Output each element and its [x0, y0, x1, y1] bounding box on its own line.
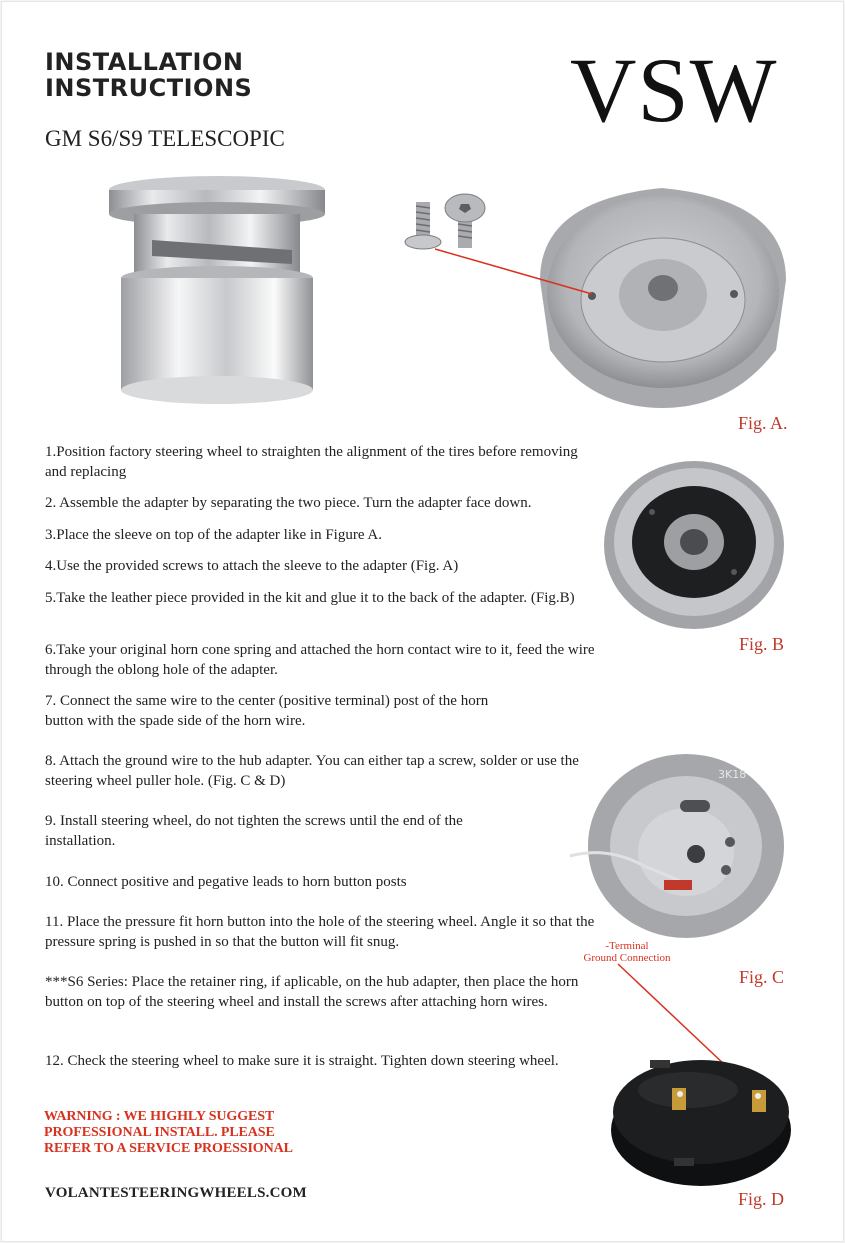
step-1: 1.Position factory steering wheel to straighten the alignment of the tires before removing and replacing: [45, 444, 578, 480]
ground-connection-line2: Ground Connection: [583, 952, 671, 964]
fig-d-label: Fig. D: [738, 1189, 785, 1209]
step-9-line2: installation.: [45, 833, 116, 849]
warning-line1: WARNING : WE HIGHLY SUGGEST: [44, 1109, 275, 1124]
step-8: 8. Attach the ground wire to the hub adapter. You can either tap a screw, solder or use the steering wheel puller hole. (Fig. C & D): [45, 753, 579, 789]
step-6: 6.Take your original horn cone spring and attached the horn contact wire to it, feed the wire through the oblong hole of the adapter.: [45, 642, 595, 678]
step-7-line2: button with the spade side of the horn wire.: [45, 713, 306, 729]
step-9-line1: 9. Install steering wheel, do not tighten the screws until the end of the: [45, 813, 463, 829]
step-12: 12. Check the steering wheel to make sure it is straight. Tighten down steering wheel.: [45, 1053, 559, 1069]
step-10: 10. Connect positive and pegative leads to horn button posts: [45, 874, 407, 890]
instruction-sheet: [1, 1, 844, 1242]
header-title-line1: INSTALLATION: [45, 48, 244, 76]
fig-c-photo: [568, 754, 798, 946]
brand-logo: VSW: [570, 39, 778, 141]
warning-line2: PROFESSIONAL INSTALL. PLEASE: [44, 1125, 275, 1140]
fig-c-stamp: 3K18: [718, 768, 747, 781]
website-url: VOLANTESTEERINGWHEELS.COM: [45, 1185, 307, 1201]
fig-b-photo: [602, 460, 786, 630]
step-3: 3.Place the sleeve on top of the adapter like in Figure A.: [45, 527, 382, 543]
header-title-line2: INSTRUCTIONS: [45, 74, 253, 102]
fig-c-label: Fig. C: [739, 967, 785, 987]
fig-d-photo: [608, 1050, 794, 1188]
step-7-line1: 7. Connect the same wire to the center (positive terminal) post of the horn: [45, 693, 489, 709]
warning-line3: REFER TO A SERVICE PROESSIONAL: [44, 1141, 293, 1156]
step-s6-note: ***S6 Series: Place the retainer ring, if aplicable, on the hub adapter, then place the horn button on top of the steering wheel and install the screws after attaching horn wires.: [45, 974, 579, 1010]
fig-b-label: Fig. B: [739, 634, 785, 654]
ground-connection-line1: -Terminal: [605, 940, 649, 952]
step-5: 5.Take the leather piece provided in the kit and glue it to the back of the adapter. (Fig.B): [45, 590, 575, 606]
step-4: 4.Use the provided screws to attach the sleeve to the adapter (Fig. A): [45, 558, 459, 574]
product-subtitle: GM S6/S9 TELESCOPIC: [45, 126, 285, 151]
fig-a-label: Fig. A.: [738, 413, 788, 433]
step-11: 11. Place the pressure fit horn button into the hole of the steering wheel. Angle it so that the pressure spring is pushed in so that the button will fit snug.: [45, 914, 595, 950]
warning-note: [44, 1109, 293, 1157]
step-2: 2. Assemble the adapter by separating the two piece. Turn the adapter face down.: [45, 495, 532, 511]
